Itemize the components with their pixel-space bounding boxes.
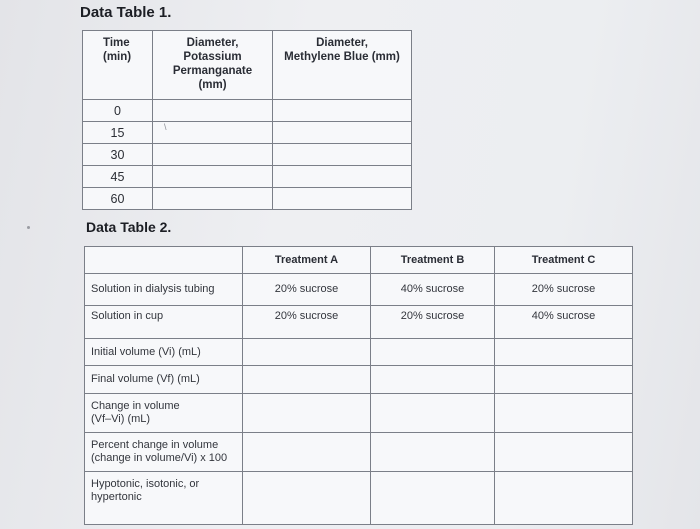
table-row	[83, 122, 412, 144]
table-row	[85, 306, 633, 339]
time-cell: 60	[83, 188, 153, 210]
header-treatment-b: Treatment B	[371, 247, 495, 274]
methylene-blue-cell[interactable]	[273, 144, 412, 166]
table-1-header-row	[83, 31, 412, 100]
treatment-c-cell[interactable]	[495, 433, 633, 472]
time-cell: 15	[83, 122, 153, 144]
table-row	[83, 100, 412, 122]
treatment-a-cell: 20% sucrose	[243, 306, 371, 339]
row-label-percent-change: Percent change in volume (change in volume/Vi) x 100	[85, 433, 243, 472]
treatment-b-cell: 40% sucrose	[371, 274, 495, 306]
header-treatment-c: Treatment C	[495, 247, 633, 274]
data-table-1-title: Data Table 1.	[80, 4, 172, 21]
treatment-c-cell[interactable]	[495, 339, 633, 366]
table-row	[85, 339, 633, 366]
table-row	[85, 472, 633, 525]
methylene-blue-cell[interactable]	[273, 188, 412, 210]
table-row	[83, 166, 412, 188]
treatment-a-cell: 20% sucrose	[243, 274, 371, 306]
treatment-b-cell: 20% sucrose	[371, 306, 495, 339]
treatment-a-cell[interactable]	[243, 339, 371, 366]
table-row	[85, 274, 633, 306]
potassium-permanganate-cell[interactable]	[153, 100, 273, 122]
methylene-blue-cell[interactable]	[273, 122, 412, 144]
header-blank	[85, 247, 243, 274]
header-diameter-potassium-permanganate: Diameter, Potassium Permanganate (mm)	[153, 31, 273, 100]
treatment-a-cell[interactable]	[243, 472, 371, 525]
data-table-2	[84, 246, 633, 525]
time-cell: 45	[83, 166, 153, 188]
stray-pen-mark: \	[164, 122, 167, 132]
methylene-blue-cell[interactable]	[273, 100, 412, 122]
row-label-final-volume: Final volume (Vf) (mL)	[85, 366, 243, 394]
methylene-blue-cell[interactable]	[273, 166, 412, 188]
treatment-a-cell[interactable]	[243, 366, 371, 394]
row-label-tonicity: Hypotonic, isotonic, or hypertonic	[85, 472, 243, 525]
treatment-b-cell[interactable]	[371, 472, 495, 525]
potassium-permanganate-cell[interactable]	[153, 144, 273, 166]
stray-dot	[27, 226, 30, 229]
potassium-permanganate-cell[interactable]	[153, 166, 273, 188]
treatment-a-cell[interactable]	[243, 394, 371, 433]
header-time: Time (min)	[83, 31, 153, 100]
potassium-permanganate-cell[interactable]	[153, 122, 273, 144]
time-cell: 30	[83, 144, 153, 166]
table-row	[85, 394, 633, 433]
treatment-c-cell[interactable]	[495, 394, 633, 433]
treatment-c-cell: 20% sucrose	[495, 274, 633, 306]
data-table-2-title: Data Table 2.	[86, 219, 172, 235]
table-row	[83, 188, 412, 210]
table-row	[83, 144, 412, 166]
row-label-solution-in-dialysis-tubing: Solution in dialysis tubing	[85, 274, 243, 306]
row-label-change-in-volume: Change in volume (Vf–Vi) (mL)	[85, 394, 243, 433]
potassium-permanganate-cell[interactable]	[153, 188, 273, 210]
treatment-c-cell[interactable]	[495, 472, 633, 525]
treatment-a-cell[interactable]	[243, 433, 371, 472]
treatment-b-cell[interactable]	[371, 339, 495, 366]
treatment-b-cell[interactable]	[371, 433, 495, 472]
header-treatment-a: Treatment A	[243, 247, 371, 274]
table-2-header-row	[85, 247, 633, 274]
table-row	[85, 433, 633, 472]
time-cell: 0	[83, 100, 153, 122]
treatment-c-cell: 40% sucrose	[495, 306, 633, 339]
row-label-initial-volume: Initial volume (Vi) (mL)	[85, 339, 243, 366]
header-diameter-methylene-blue: Diameter, Methylene Blue (mm)	[273, 31, 412, 100]
treatment-b-cell[interactable]	[371, 394, 495, 433]
row-label-solution-in-cup: Solution in cup	[85, 306, 243, 339]
treatment-c-cell[interactable]	[495, 366, 633, 394]
table-row	[85, 366, 633, 394]
data-table-1	[82, 30, 412, 210]
treatment-b-cell[interactable]	[371, 366, 495, 394]
